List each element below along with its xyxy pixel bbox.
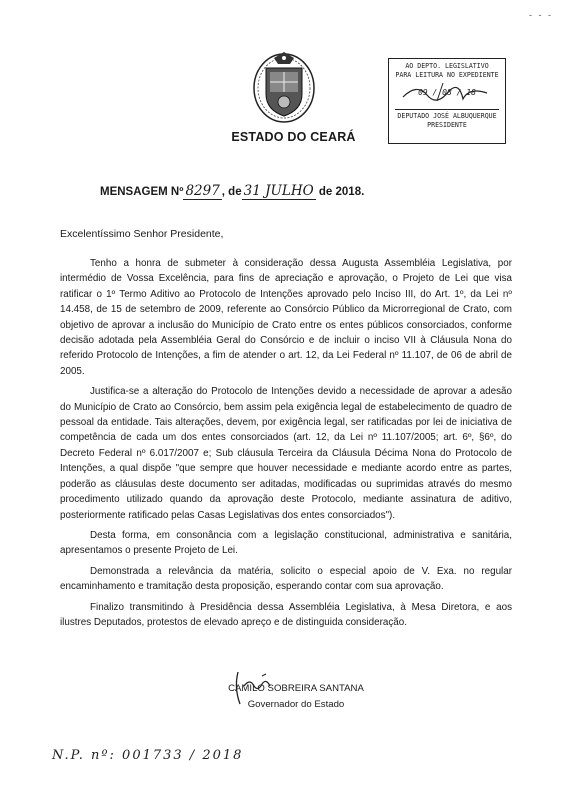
- signer-role: Governador do Estado: [247, 699, 345, 710]
- paragraph: Desta forma, em consonância com a legislação constitucional, administrativa e sanitária, apresentamos o presente Projeto de Lei.: [60, 529, 512, 557]
- stamp-line: AO DEPTO. LEGISLATIVO: [405, 62, 489, 70]
- stamp-line: PRESIDENTE: [427, 120, 467, 129]
- stamp-line: PARA LEITURA NO EXPEDIENTE: [395, 70, 499, 79]
- body-text: [60, 256, 512, 635]
- message-suffix: de 2018.: [318, 186, 365, 198]
- protocol-number: N.P. nº: 001733 / 2018: [52, 748, 244, 763]
- corner-mark: - - -: [529, 10, 553, 20]
- greeting: Excelentíssimo Senhor Presidente,: [60, 228, 224, 240]
- signature-block: [196, 681, 396, 713]
- paragraph: Demonstrada a relevância da matéria, solicito o especial apoio de V. Exa. no regular encaminhamento e tramitação desta proposição, esperando contar com sua aprovação.: [60, 565, 512, 593]
- stamp-line: DEPUTADO JOSÉ ALBUQUERQUE: [395, 109, 499, 121]
- message-heading: [100, 183, 440, 199]
- paragraph: Tenho a honra de submeter à consideração dessa Augusta Assembléia Legislativa, por intermédio de Vossa Excelência, para fins de apreciação e aprovação, o Projeto de Lei que visa ratificar o 1º Termo Aditivo ao Protocolo de Intenções aprovado pelo Inciso III, do Art. 1º, da Lei nº 14.458, de 15 de setembro de 2009, referente ao Consórcio Público da Microrregional de Crato, com objetivo de aprovar a inclusão do Município de Crato entre os entes públicos consorciados, conforme decisão adotada pela Assembléia Geral do Consórcio e de incluir o inciso VII à Cláusula Nona do referido Protocolo de Intenções, a fim de atender o art. 12, da Lei Federal nº 11.107, de 06 de abril de 2005.: [60, 258, 512, 377]
- stamp-date: 09 / 08 / 18: [418, 88, 476, 98]
- signer-name: CAMILO SOBREIRA SANTANA: [228, 683, 364, 694]
- legislative-stamp: [388, 58, 506, 144]
- message-number: 8297: [185, 183, 220, 199]
- message-date: 31 JULHO: [243, 183, 314, 199]
- paragraph: Finalizo transmitindo à Presidência dessa Assembléia Legislativa, à Mesa Diretora, e aos ilustres Deputados, protestos de elevado apreço e de distinguida consideração.: [60, 601, 512, 628]
- paragraph: Justifica-se a alteração do Protocolo de Intenções devido a necessidade de aprovar a adesão do Município de Crato ao Consórcio, bem assim pela exigência legal de estabelecimento de quadro de pessoal da entidade. Tais alterações, devem, por exigência legal, ser ratificadas por lei de iniciativa de competência de cada um dos entes consorciados (art. 12, da Lei nº 11.107/2005; art. 6º, §6º, do Decreto Federal nº 6.017/2007 e; Sub cláusula Terceira da Cláusula Décima Nona do Protocolo de Intenções, a qual dispõe "que sempre que houver necessidade e mediante acordo entre as partes, poderão as cláusulas deste documento ser aditadas, modificadas ou suprimidas através do mesmo procedimento utilizado quando da aprovação deste Protocolo, mediante assinatura de aditivo, posteriormente ratificado pelas Casas Legislativas dos entes consorciados").: [60, 386, 512, 521]
- state-title: ESTADO DO CEARÁ: [231, 130, 356, 144]
- coat-of-arms-icon: [252, 50, 316, 124]
- message-prefix: MENSAGEM Nº: [100, 186, 184, 198]
- message-mid: , de: [221, 186, 242, 198]
